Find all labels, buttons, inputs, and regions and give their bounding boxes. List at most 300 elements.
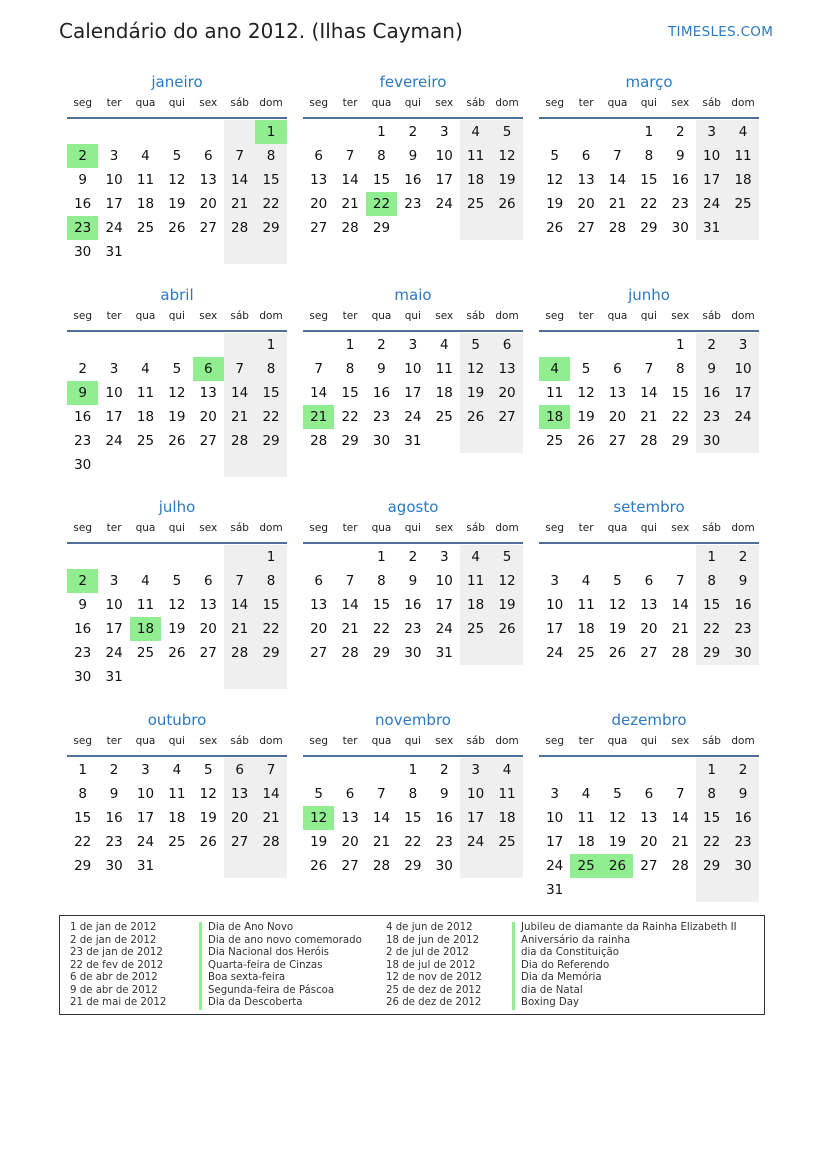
holiday-day-cell: 18 xyxy=(130,617,161,641)
weekday-label: dom xyxy=(495,522,519,534)
empty-cell xyxy=(130,333,161,357)
weekday-label: dom xyxy=(731,97,755,109)
day-cell: 29 xyxy=(372,220,391,236)
weekday-label: sex xyxy=(671,735,690,747)
day-cell: 14 xyxy=(341,172,359,188)
day-cell: 27 xyxy=(608,433,627,449)
holiday-day-cell: 6 xyxy=(193,357,224,381)
day-cell: 25 xyxy=(491,830,522,854)
weekday-label: sex xyxy=(671,97,690,109)
weekday-header xyxy=(67,522,287,534)
day-cell: 15 xyxy=(640,172,658,188)
day-cell: 6 xyxy=(644,573,654,589)
empty-cell xyxy=(602,333,633,357)
day-cell: 16 xyxy=(74,621,92,637)
header-rule xyxy=(539,755,759,757)
day-cell: 15 xyxy=(404,810,422,826)
day-cell: 16 xyxy=(74,196,92,212)
empty-cell xyxy=(98,120,129,144)
day-cell: 5 xyxy=(491,120,522,144)
weekday-header xyxy=(67,310,287,322)
day-cell: 30 xyxy=(105,858,123,874)
weekday-header xyxy=(539,97,759,109)
day-cell: 29 xyxy=(404,858,422,874)
day-cell: 22 xyxy=(255,192,286,216)
weekday-label: dom xyxy=(731,735,755,747)
day-cell: 20 xyxy=(310,196,328,212)
weekday-header xyxy=(303,735,523,747)
day-cell: 11 xyxy=(136,385,155,401)
empty-cell xyxy=(303,333,334,357)
day-cell: 22 xyxy=(671,409,689,425)
empty-cell xyxy=(193,240,224,264)
month-name: março xyxy=(625,73,673,91)
day-cell: 24 xyxy=(105,645,123,661)
day-cell: 1 xyxy=(644,124,654,140)
weekday-label: seg xyxy=(545,522,564,534)
day-cell: 15 xyxy=(696,806,727,830)
weekday-label: sex xyxy=(435,735,454,747)
day-cell: 8 xyxy=(675,361,685,377)
day-cell: 6 xyxy=(581,148,591,164)
weekday-label: sáb xyxy=(230,735,249,747)
day-cell: 7 xyxy=(613,148,622,164)
day-cell: 9 xyxy=(78,172,87,188)
empty-cell xyxy=(224,240,255,264)
day-cell: 23 xyxy=(74,433,92,449)
legend-date: 4 de jun de 2012 xyxy=(386,922,473,933)
empty-cell xyxy=(570,878,601,902)
day-cell: 31 xyxy=(404,433,422,449)
day-cell: 24 xyxy=(435,621,453,637)
day-cell: 30 xyxy=(74,244,92,260)
day-cell: 11 xyxy=(546,385,564,401)
weekday-label: seg xyxy=(545,735,564,747)
day-cell: 14 xyxy=(224,168,255,192)
empty-cell xyxy=(570,545,601,569)
day-cell: 20 xyxy=(199,409,217,425)
day-cell: 12 xyxy=(577,385,595,401)
day-cell: 20 xyxy=(341,834,359,850)
day-cell: 19 xyxy=(310,834,328,850)
holiday-day-cell: 23 xyxy=(67,216,98,240)
day-cell: 12 xyxy=(608,597,627,613)
day-cell: 10 xyxy=(435,148,453,164)
legend-date: 9 de abr de 2012 xyxy=(70,984,158,996)
day-cell: 20 xyxy=(640,621,658,637)
legend-date: 21 de mai de 2012 xyxy=(70,997,167,1008)
day-cell: 24 xyxy=(460,830,491,854)
month-name: fevereiro xyxy=(379,73,447,91)
holiday-day-cell: 21 xyxy=(303,405,334,429)
empty-cell xyxy=(67,333,98,357)
day-cell: 14 xyxy=(671,597,689,613)
day-cell: 2 xyxy=(439,762,449,778)
legend-holiday-name: Segunda-feira de Páscoa xyxy=(199,985,334,998)
day-cell: 21 xyxy=(671,834,689,850)
day-cell: 9 xyxy=(78,597,87,613)
weekday-header xyxy=(303,522,523,534)
empty-cell xyxy=(570,120,601,144)
day-cell: 1 xyxy=(408,762,418,778)
day-cell: 26 xyxy=(491,617,522,641)
header-rule xyxy=(303,117,523,119)
day-cell: 18 xyxy=(577,834,595,850)
empty-cell xyxy=(397,216,428,240)
day-cell: 22 xyxy=(372,621,391,637)
day-cell: 20 xyxy=(224,806,255,830)
day-cell: 2 xyxy=(78,361,87,377)
weekday-label: sáb xyxy=(466,522,485,534)
month-name: abril xyxy=(160,286,194,304)
month-março xyxy=(539,75,759,240)
day-cell: 16 xyxy=(727,593,758,617)
day-cell: 21 xyxy=(255,806,286,830)
day-cell: 7 xyxy=(675,573,685,589)
day-cell: 3 xyxy=(696,120,727,144)
day-cell: 12 xyxy=(168,385,186,401)
day-cell: 8 xyxy=(696,569,727,593)
legend-holiday-name: Jubileu de diamante da Rainha Elizabeth II xyxy=(512,922,737,935)
day-cell: 18 xyxy=(136,196,155,212)
day-cell: 23 xyxy=(372,409,391,425)
day-cell: 24 xyxy=(546,645,564,661)
day-cell: 5 xyxy=(172,148,182,164)
day-cell: 24 xyxy=(105,433,123,449)
day-cell: 2 xyxy=(727,758,758,782)
day-cell: 13 xyxy=(310,172,328,188)
day-cell: 22 xyxy=(74,834,92,850)
empty-cell xyxy=(633,878,664,902)
weekday-header xyxy=(539,522,759,534)
weekday-label: ter xyxy=(342,310,358,322)
empty-cell xyxy=(633,545,664,569)
day-cell: 30 xyxy=(372,433,391,449)
day-cell: 6 xyxy=(203,573,213,589)
day-cell: 26 xyxy=(460,405,491,429)
day-cell: 9 xyxy=(377,361,386,377)
weekday-label: seg xyxy=(73,97,92,109)
brand-link[interactable]: TIMESLES.COM xyxy=(668,24,774,40)
day-cell: 5 xyxy=(613,573,622,589)
day-cell: 27 xyxy=(199,220,217,236)
days-grid xyxy=(539,758,759,902)
day-cell: 12 xyxy=(491,144,522,168)
holiday-day-cell: 9 xyxy=(67,381,98,405)
days-grid xyxy=(539,333,759,453)
day-cell: 15 xyxy=(255,381,286,405)
day-cell: 17 xyxy=(546,621,564,637)
day-cell: 21 xyxy=(671,621,689,637)
legend-date: 22 de fev de 2012 xyxy=(70,959,164,971)
empty-cell xyxy=(366,758,397,782)
days-grid xyxy=(539,120,759,240)
day-cell: 7 xyxy=(314,361,323,377)
month-name: junho xyxy=(628,286,670,304)
day-cell: 14 xyxy=(310,385,328,401)
day-cell: 1 xyxy=(696,758,727,782)
day-cell: 7 xyxy=(345,148,355,164)
day-cell: 8 xyxy=(255,569,286,593)
weekday-label: sex xyxy=(199,97,218,109)
day-cell: 4 xyxy=(439,337,449,353)
empty-cell xyxy=(429,216,460,240)
day-cell: 18 xyxy=(460,168,491,192)
day-cell: 19 xyxy=(491,168,522,192)
weekday-label: sex xyxy=(199,522,218,534)
empty-cell xyxy=(130,240,161,264)
day-cell: 25 xyxy=(136,220,155,236)
legend-date: 26 de dez de 2012 xyxy=(386,997,482,1008)
day-cell: 27 xyxy=(310,645,328,661)
day-cell: 28 xyxy=(671,858,689,874)
empty-cell xyxy=(460,641,491,665)
day-cell: 30 xyxy=(404,645,422,661)
weekday-label: seg xyxy=(73,735,92,747)
empty-cell xyxy=(665,878,696,902)
empty-cell xyxy=(130,453,161,477)
empty-cell xyxy=(491,216,522,240)
weekday-header xyxy=(67,735,287,747)
day-cell: 3 xyxy=(550,573,559,589)
weekday-label: dom xyxy=(259,310,283,322)
day-cell: 3 xyxy=(109,361,119,377)
weekday-header xyxy=(303,97,523,109)
day-cell: 16 xyxy=(105,810,123,826)
day-cell: 12 xyxy=(199,786,217,802)
day-cell: 7 xyxy=(377,786,386,802)
day-cell: 13 xyxy=(199,597,217,613)
day-cell: 16 xyxy=(74,409,92,425)
day-cell: 11 xyxy=(491,782,522,806)
weekday-label: dom xyxy=(731,310,755,322)
day-cell: 27 xyxy=(310,220,328,236)
weekday-label: ter xyxy=(342,97,358,109)
day-cell: 25 xyxy=(435,409,453,425)
weekday-label: sex xyxy=(435,97,454,109)
legend-holiday-name: Dia de Ano Novo xyxy=(199,922,293,935)
legend-holiday-name: Dia Nacional dos Heróis xyxy=(199,947,329,960)
weekday-header xyxy=(539,735,759,747)
day-cell: 5 xyxy=(613,786,622,802)
legend-holiday-name: Dia de ano novo comemorado xyxy=(199,935,362,948)
empty-cell xyxy=(539,758,570,782)
day-cell: 4 xyxy=(141,361,150,377)
day-cell: 24 xyxy=(696,192,727,216)
empty-cell xyxy=(633,333,664,357)
day-cell: 17 xyxy=(696,168,727,192)
day-cell: 7 xyxy=(224,357,255,381)
day-cell: 18 xyxy=(168,810,186,826)
day-cell: 31 xyxy=(105,244,123,260)
legend-date: 23 de jan de 2012 xyxy=(70,947,163,958)
day-cell: 14 xyxy=(224,593,255,617)
day-cell: 24 xyxy=(404,409,422,425)
weekday-label: qua xyxy=(371,97,392,109)
day-cell: 8 xyxy=(255,357,286,381)
day-cell: 2 xyxy=(727,545,758,569)
legend-holiday-name: Dia da Memória xyxy=(512,972,602,985)
day-cell: 24 xyxy=(435,196,453,212)
empty-cell xyxy=(727,429,758,453)
day-cell: 7 xyxy=(224,569,255,593)
day-cell: 12 xyxy=(608,810,627,826)
day-cell: 23 xyxy=(727,617,758,641)
days-grid xyxy=(303,333,523,453)
day-cell: 13 xyxy=(199,172,217,188)
day-cell: 7 xyxy=(675,786,685,802)
day-cell: 15 xyxy=(372,597,391,613)
day-cell: 10 xyxy=(105,597,123,613)
empty-cell xyxy=(161,333,192,357)
day-cell: 14 xyxy=(671,810,689,826)
day-cell: 21 xyxy=(640,409,658,425)
day-cell: 18 xyxy=(460,593,491,617)
day-cell: 30 xyxy=(74,669,92,685)
day-cell: 25 xyxy=(136,645,155,661)
day-cell: 26 xyxy=(577,433,595,449)
day-cell: 3 xyxy=(141,762,150,778)
empty-cell xyxy=(255,854,286,878)
day-cell: 15 xyxy=(372,172,391,188)
legend-date: 25 de dez de 2012 xyxy=(386,984,482,996)
day-cell: 4 xyxy=(581,786,591,802)
day-cell: 23 xyxy=(435,834,453,850)
day-cell: 5 xyxy=(203,762,213,778)
day-cell: 5 xyxy=(460,333,491,357)
day-cell: 22 xyxy=(255,405,286,429)
header-rule xyxy=(303,330,523,332)
day-cell: 18 xyxy=(491,806,522,830)
holiday-day-cell: 22 xyxy=(366,192,397,216)
day-cell: 30 xyxy=(435,858,453,874)
day-cell: 11 xyxy=(136,597,155,613)
day-cell: 31 xyxy=(546,882,564,898)
weekday-label: qui xyxy=(404,310,421,322)
day-cell: 8 xyxy=(78,786,87,802)
month-abril xyxy=(67,288,287,477)
day-cell: 26 xyxy=(491,192,522,216)
month-setembro xyxy=(539,500,759,665)
header-rule xyxy=(303,755,523,757)
weekday-label: sex xyxy=(435,310,454,322)
weekday-label: seg xyxy=(309,522,328,534)
day-cell: 29 xyxy=(671,433,689,449)
empty-cell xyxy=(539,120,570,144)
day-cell: 11 xyxy=(168,786,186,802)
empty-cell xyxy=(539,333,570,357)
weekday-label: sáb xyxy=(702,735,721,747)
day-cell: 5 xyxy=(581,361,591,377)
day-cell: 2 xyxy=(109,762,119,778)
day-cell: 4 xyxy=(460,120,491,144)
day-cell: 5 xyxy=(491,545,522,569)
holiday-day-cell: 26 xyxy=(602,854,633,878)
day-cell: 23 xyxy=(404,621,422,637)
day-cell: 6 xyxy=(314,148,323,164)
day-cell: 11 xyxy=(435,361,453,377)
weekday-label: qui xyxy=(640,310,657,322)
weekday-label: qua xyxy=(371,310,392,322)
empty-cell xyxy=(161,240,192,264)
day-cell: 8 xyxy=(377,573,386,589)
day-cell: 6 xyxy=(314,573,323,589)
weekday-label: sex xyxy=(199,310,218,322)
empty-cell xyxy=(193,545,224,569)
empty-cell xyxy=(193,854,224,878)
day-cell: 1 xyxy=(377,549,386,565)
day-cell: 11 xyxy=(460,569,491,593)
day-cell: 26 xyxy=(168,220,186,236)
day-cell: 10 xyxy=(105,385,123,401)
days-grid xyxy=(67,120,287,264)
empty-cell xyxy=(696,878,727,902)
day-cell: 20 xyxy=(608,409,627,425)
weekday-label: sex xyxy=(671,522,690,534)
legend-holiday-name: dia da Constituição xyxy=(512,947,619,960)
day-cell: 21 xyxy=(341,196,359,212)
weekday-label: qui xyxy=(168,522,185,534)
day-cell: 9 xyxy=(408,573,418,589)
day-cell: 15 xyxy=(255,168,286,192)
weekday-label: ter xyxy=(578,97,594,109)
weekday-label: qua xyxy=(607,310,628,322)
day-cell: 1 xyxy=(255,333,286,357)
day-cell: 17 xyxy=(435,172,453,188)
day-cell: 16 xyxy=(372,385,391,401)
header-rule xyxy=(67,755,287,757)
weekday-label: sáb xyxy=(230,310,249,322)
weekday-label: qui xyxy=(640,735,657,747)
day-cell: 26 xyxy=(546,220,564,236)
day-cell: 4 xyxy=(581,573,591,589)
empty-cell xyxy=(161,120,192,144)
holiday-day-cell: 2 xyxy=(67,569,98,593)
empty-cell xyxy=(727,878,758,902)
day-cell: 8 xyxy=(255,144,286,168)
day-cell: 11 xyxy=(727,144,758,168)
day-cell: 28 xyxy=(671,645,689,661)
day-cell: 24 xyxy=(727,405,758,429)
weekday-label: dom xyxy=(259,522,283,534)
day-cell: 13 xyxy=(310,597,328,613)
weekday-label: ter xyxy=(578,735,594,747)
empty-cell xyxy=(224,854,255,878)
empty-cell xyxy=(98,453,129,477)
empty-cell xyxy=(491,641,522,665)
month-name: agosto xyxy=(387,498,439,516)
empty-cell xyxy=(334,758,365,782)
day-cell: 9 xyxy=(439,786,449,802)
day-cell: 19 xyxy=(608,834,627,850)
empty-cell xyxy=(460,854,491,878)
day-cell: 19 xyxy=(460,381,491,405)
weekday-label: sáb xyxy=(702,310,721,322)
weekday-label: qua xyxy=(607,522,628,534)
holiday-day-cell: 18 xyxy=(539,405,570,429)
days-grid xyxy=(67,333,287,477)
day-cell: 29 xyxy=(640,220,658,236)
empty-cell xyxy=(161,665,192,689)
day-cell: 4 xyxy=(141,148,150,164)
day-cell: 25 xyxy=(460,192,491,216)
header-rule xyxy=(67,330,287,332)
weekday-label: ter xyxy=(106,522,122,534)
empty-cell xyxy=(130,665,161,689)
weekday-label: qui xyxy=(640,97,657,109)
day-cell: 25 xyxy=(168,834,186,850)
day-cell: 23 xyxy=(727,830,758,854)
